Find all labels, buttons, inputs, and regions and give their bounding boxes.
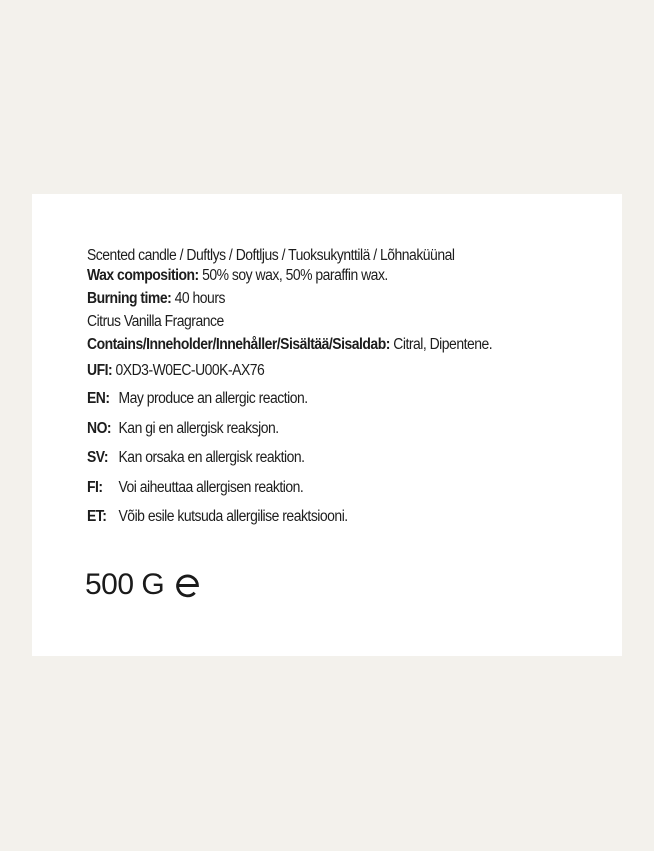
burning-time-row	[87, 286, 555, 312]
warning-code: NO:	[87, 419, 112, 437]
wax-composition-row	[87, 266, 555, 286]
warning-text: Kan gi en allergisk reaksjon.	[118, 419, 279, 437]
product-line: Scented candle / Duftlys / Doftljus / Tuoksukynttilä / Lõhnaküünal	[87, 247, 455, 264]
ufi-value: 0XD3-W0EC-U00K-AX76	[112, 362, 265, 379]
warning-code: ET:	[87, 508, 107, 525]
burning-time-label: Burning time:	[87, 290, 172, 307]
contains-label: Contains/Inneholder/Innehåller/Sisältää/Sisaldab:	[87, 336, 390, 353]
product-label-card	[32, 194, 622, 656]
warning-code: SV:	[87, 449, 109, 466]
warning-row-et	[87, 502, 555, 532]
warning-text: Voi aiheuttaa allergisen reaktion.	[118, 478, 304, 496]
contains-row	[87, 332, 555, 358]
label-text-block	[87, 246, 555, 532]
contains-value: Citral, Dipentene.	[389, 336, 493, 353]
warning-row-no	[87, 414, 555, 444]
warning-code: EN:	[87, 390, 110, 407]
ufi-row	[87, 358, 555, 384]
warning-text: May produce an allergic reaction.	[118, 390, 308, 407]
net-weight-row	[85, 568, 201, 602]
warning-row-en	[87, 384, 555, 414]
wax-composition-label: Wax composition:	[87, 267, 199, 284]
warning-row-sv	[87, 443, 555, 473]
estimated-sign-icon	[174, 572, 201, 599]
net-weight: 500 G	[85, 568, 165, 601]
warning-text: Võib esile kutsuda allergilise reaktsiooni.	[118, 508, 348, 525]
wax-composition-value: 50% soy wax, 50% paraffin wax.	[198, 267, 388, 284]
ufi-label: UFI:	[87, 362, 113, 379]
warning-row-fi	[87, 473, 555, 503]
warning-code: FI:	[87, 478, 103, 496]
warning-text: Kan orsaka en allergisk reaktion.	[118, 449, 305, 466]
burning-time-value: 40 hours	[171, 290, 225, 307]
fragrance-name: Citrus Vanilla Fragrance	[87, 313, 224, 330]
